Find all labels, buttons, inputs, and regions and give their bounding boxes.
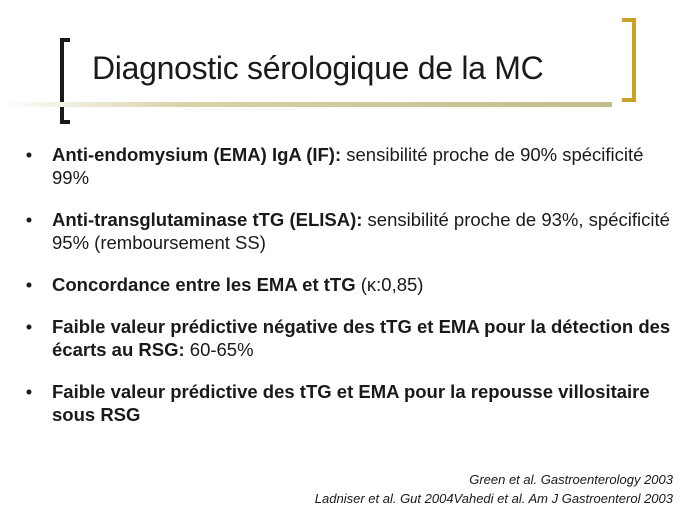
- bullet-item: [22, 208, 682, 254]
- bullet-item: [22, 143, 682, 189]
- bullet-bold-text: Concordance entre les EMA et tTG: [52, 274, 356, 295]
- title-left-bracket: [60, 38, 70, 124]
- bullet-marker: •: [25, 316, 33, 337]
- bullet-bold-text: Anti-transglutaminase tTG (ELISA):: [52, 209, 363, 230]
- bullet-list: [22, 143, 682, 445]
- reference-line: Green et al. Gastroenterology 2003: [469, 472, 673, 487]
- bullet-text: 60-65%: [184, 339, 254, 360]
- bullet-text: (κ:0,85): [355, 274, 424, 295]
- bullet-marker: •: [25, 274, 33, 295]
- title-underline-rule: [0, 102, 612, 107]
- bullet-marker: •: [25, 144, 33, 165]
- bullet-item: [22, 315, 682, 361]
- bullet-item: [22, 380, 682, 426]
- slide-title: Diagnostic sérologique de la MC: [92, 50, 544, 86]
- reference-line: Ladniser et al. Gut 2004Vahedi et al. Am J Gastroenterol 2003: [314, 491, 673, 506]
- bullet-text: sensibilité proche de 93%, spécificité 95% (remboursement SS): [52, 209, 670, 253]
- bullet-bold-text: Anti-endomysium (EMA) IgA (IF):: [52, 144, 342, 165]
- title-right-bracket: [622, 18, 636, 102]
- bullet-marker: •: [25, 381, 33, 402]
- references: [315, 470, 673, 508]
- bullet-item: [22, 273, 682, 296]
- bullet-text: sensibilité proche de 90% spécificité 99%: [52, 144, 644, 188]
- bullet-marker: •: [25, 209, 33, 230]
- bullet-bold-text: Faible valeur prédictive des tTG et EMA pour la repousse villositaire sous RSG: [52, 381, 650, 425]
- bullet-bold-text: Faible valeur prédictive négative des tTG et EMA pour la détection des écarts au RSG:: [52, 316, 671, 360]
